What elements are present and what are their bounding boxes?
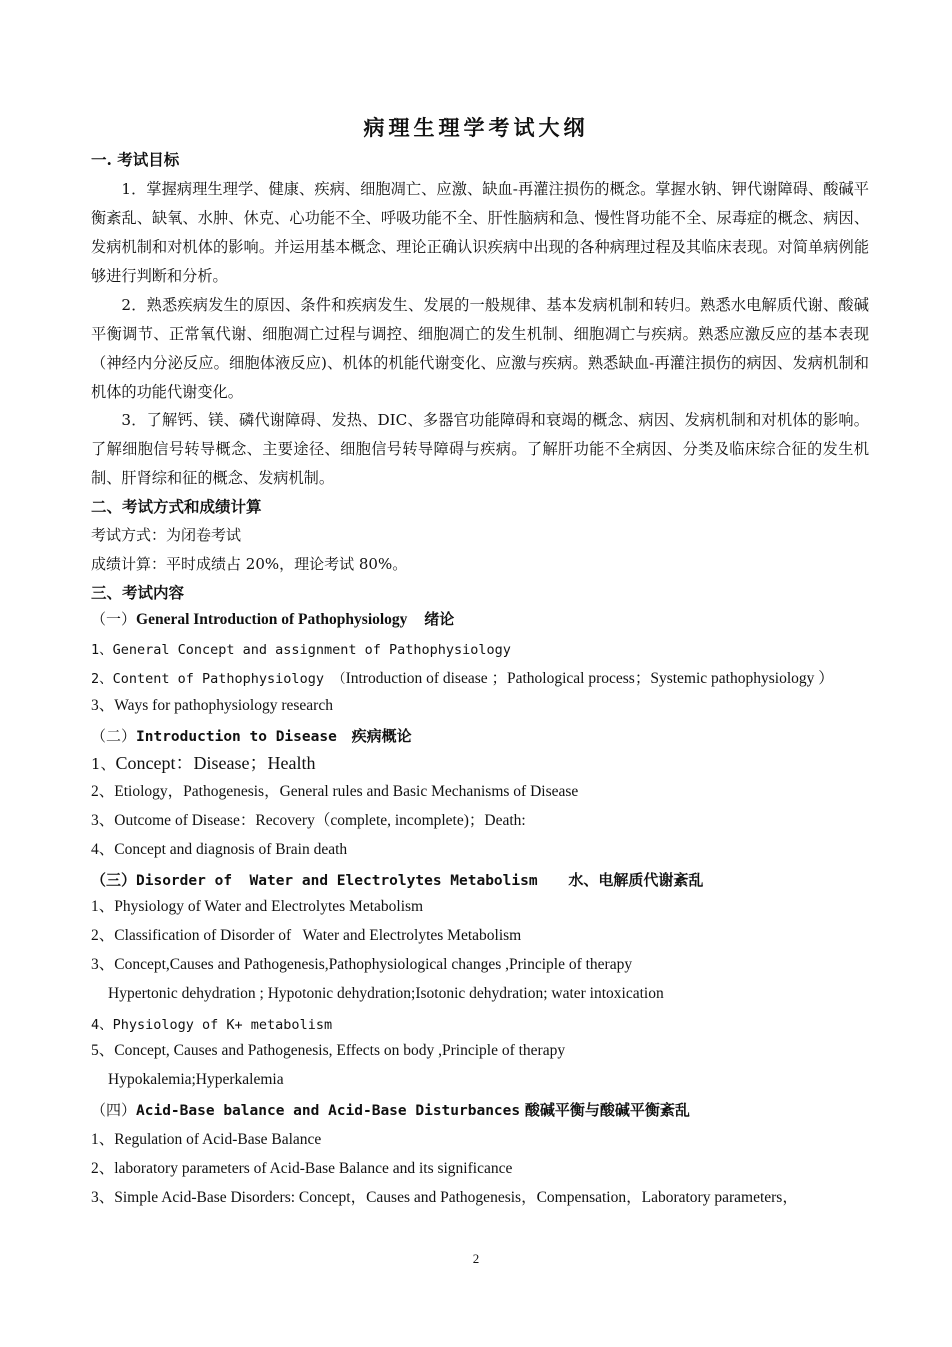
objective-paragraph-1: 1．掌握病理生理学、健康、疾病、细胞凋亡、应激、缺血-再灌注损伤的概念。掌握水钠、钾代谢障碍、酸碱平衡紊乱、缺氧、水肿、休克、心功能不全、呼吸功能不全、肝性脑病和急、慢性肾功能不全、尿毒症的概念、病因、发病机制和对机体的影响。并运用基本概念、理论正确认识疾病中出现的各种病理过程及其临床表现。对简单病例能够进行判断和分析。 — [91, 180, 869, 285]
grading-line: 成绩计算：平时成绩占 20%，理论考试 80%。 — [91, 555, 408, 573]
list-item — [91, 668, 834, 689]
list-item: 3、Outcome of Disease：Recovery（complete, incomplete)；Death: — [91, 812, 526, 829]
chapter-prefix: （一） — [91, 610, 137, 628]
chapter-title-en: General Introduction of Pathophysiology — [136, 611, 408, 628]
chapter-prefix: （三） — [91, 871, 137, 889]
list-item-lead: 2、Content of Pathophysiology （ — [91, 671, 346, 687]
chapter-prefix: （二） — [91, 727, 137, 745]
chapter-heading-water-electrolytes — [91, 870, 703, 891]
chapter-title-en: Disorder of Water and Electrolytes Metabolism — [136, 873, 538, 889]
chapter-title-en: Acid-Base balance and Acid-Base Disturbances — [136, 1103, 521, 1119]
list-item-number: 1、 — [91, 755, 116, 773]
chapter-heading-introduction-to-disease — [91, 726, 412, 747]
list-item: 1、Regulation of Acid-Base Balance — [91, 1131, 322, 1148]
list-item-subline: Hypokalemia;Hyperkalemia — [108, 1071, 284, 1088]
list-item-text: Concept：Disease；Health — [115, 753, 316, 773]
objective-paragraph-3: 3．了解钙、镁、磷代谢障碍、发热、DIC、多器官功能障碍和衰竭的概念、病因、发病机制和对机体的影响。了解细胞信号转导概念、主要途径、细胞信号转导障碍与疾病。了解肝功能不全病因、分类及临床综合征的发生机制、肝肾综和征的概念、发病机制。 — [91, 411, 869, 487]
chapter-title-en: Introduction to Disease — [136, 729, 337, 745]
list-item: 4、Concept and diagnosis of Brain death — [91, 841, 348, 858]
chapter-title-zh: 疾病概论 — [351, 727, 412, 745]
chapter-title-zh: 绪论 — [424, 610, 455, 628]
chapter-prefix: （四） — [91, 1101, 137, 1119]
list-item: 3、Simple Acid-Base Disorders: Concept，Causes and Pathogenesis，Compensation，Laboratory parameters， — [91, 1189, 798, 1206]
document-title: 病理生理学考试大纲 — [363, 115, 589, 140]
exam-method-line: 考试方式：为闭卷考试 — [91, 526, 242, 544]
list-item: 2、Etiology，Pathogenesis，General rules and Basic Mechanisms of Disease — [91, 783, 579, 800]
list-item: 1、General Concept and assignment of Pathophysiology — [91, 642, 511, 658]
section-heading-exam-objectives: 一. 考试目标 — [91, 150, 180, 169]
list-item-subline: Hypertonic dehydration ; Hypotonic dehydration;Isotonic dehydration; water intoxication — [108, 985, 664, 1002]
objective-paragraph-2: 2．熟悉疾病发生的原因、条件和疾病发生、发展的一般规律、基本发病机制和转归。熟悉水电解质代谢、酸碱平衡调节、正常氧代谢、细胞凋亡过程与调控、细胞凋亡的发生机制、细胞凋亡与疾病。熟悉应激反应的基本表现（神经内分泌反应。细胞体液反应)、机体的机能代谢变化、应激与疾病。熟悉缺血-再灌注损伤的病因、发病机制和机体的功能代谢变化。 — [91, 296, 869, 401]
section-heading-exam-method: 二、考试方式和成绩计算 — [91, 497, 262, 516]
list-item: 2、laboratory parameters of Acid-Base Balance and its significance — [91, 1160, 513, 1177]
list-item: 3、Ways for pathophysiology research — [91, 697, 333, 714]
list-item: 5、Concept, Causes and Pathogenesis, Effects on body ,Principle of therapy — [91, 1042, 566, 1059]
chapter-title-zh: 水、电解质代谢紊乱 — [568, 871, 704, 889]
list-item: 4、Physiology of K+ metabolism — [91, 1017, 333, 1033]
chapter-title-zh: 酸碱平衡与酸碱平衡紊乱 — [524, 1101, 690, 1119]
list-item: 2、Classification of Disorder of Water and Electrolytes Metabolism — [91, 927, 522, 944]
list-item-rest: Introduction of disease ；Pathological process；Systemic pathophysiology ） — [345, 670, 834, 687]
list-item — [91, 753, 316, 774]
chapter-heading-acid-base — [91, 1100, 690, 1121]
page-number: 2 — [472, 1251, 480, 1266]
section-heading-exam-content: 三、考试内容 — [91, 583, 185, 602]
list-item: 3、Concept,Causes and Pathogenesis,Pathophysiological changes ,Principle of therapy — [91, 956, 633, 973]
list-item: 1、Physiology of Water and Electrolytes Metabolism — [91, 898, 424, 915]
chapter-heading-general-introduction — [91, 609, 454, 630]
